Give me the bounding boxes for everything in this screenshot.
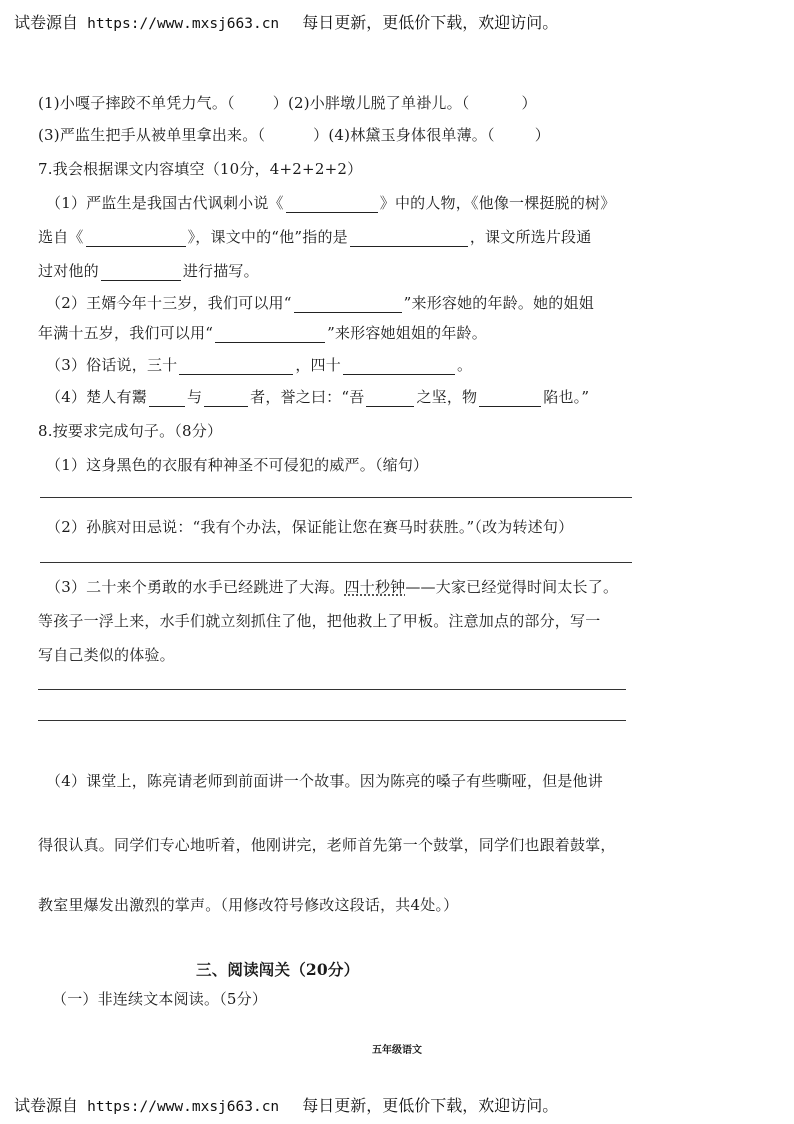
q7-text: 选自《 — [38, 228, 84, 246]
q7-text: 》中的人物，《他像一棵挺脱的树》 — [379, 194, 616, 212]
q7-blank-method[interactable] — [101, 265, 181, 281]
q7-blank-40[interactable] — [343, 359, 455, 375]
q7-text: （4）楚人有鬻 — [46, 388, 147, 406]
q7-text: 与 — [186, 388, 203, 406]
q7-blank-he[interactable] — [350, 231, 468, 247]
q6-item-1: (1)小嘎子摔跤不单凭力气。（ — [38, 94, 235, 112]
q8-sentence-3d: 写自己类似的体验。 — [38, 646, 175, 664]
q7-blank-dun[interactable] — [149, 391, 185, 407]
q7-line-5 — [38, 322, 487, 343]
q7-text: 》，课文中的“他”指的是 — [187, 228, 348, 246]
banner-slogan: 每日更新，更低价下载，欢迎访问。 — [302, 1096, 559, 1115]
q7-text: （2）王婿今年十三岁，我们可以用“ — [46, 294, 292, 312]
q6-item-2: ）(2)小胖墩儿脱了单褂儿。（ — [272, 94, 470, 112]
q6-item-3: (3)严监生把手从被单里拿出来。（ — [38, 126, 266, 144]
q7-blank-age15[interactable] — [215, 327, 325, 343]
q6-item-4: ）(4)林黛玉身体很单薄。（ — [313, 126, 495, 144]
q8-sentence-4a: （4）课堂上，陈亮请老师到前面讲一个故事。因为陈亮的嗓子有些嘶哑，但是他讲 — [46, 772, 603, 790]
page-bottom-banner — [14, 1093, 558, 1116]
q8-text: （3）二十来个勇敢的水手已经跳进了大海。 — [46, 578, 345, 596]
q7-text: ，课文所选片段通 — [469, 228, 592, 246]
header-source: 试卷源自 — [14, 13, 79, 32]
q7-line-4 — [46, 292, 594, 313]
answer-line-4[interactable] — [38, 720, 626, 721]
header-slogan: 每日更新，更低价下载，欢迎访问。 — [302, 13, 559, 32]
q8-sentence-3c: 等孩子一浮上来，水手们就立刻抓住了他，把他救上了甲板。注意加点的部分，写一 — [38, 612, 601, 630]
q7-blank-moneng[interactable] — [479, 391, 541, 407]
q6-close-1: ） — [521, 94, 537, 112]
banner-url[interactable]: https://www.mxsj663.cn — [87, 1099, 280, 1115]
q8-sentence-2: （2）孙膑对田忌说：“我有个办法，保证能让您在赛马时获胜。”（改为转述句） — [46, 518, 574, 536]
q7-title: 7.我会根据课文内容填空（10分，4+2+2+2） — [38, 160, 363, 178]
q7-text: ，四十 — [295, 356, 341, 374]
q7-text: ”来形容她姐姐的年龄。 — [327, 324, 487, 342]
q7-text: 。 — [456, 356, 473, 374]
section3-title: 三、阅读闯关（20分） — [196, 960, 360, 979]
header-url[interactable]: https://www.mxsj663.cn — [87, 16, 280, 32]
q8-sentence-4c: 教室里爆发出激烈的掌声。（用修改符号修改这段话，共4处。） — [38, 896, 459, 914]
q7-line-2 — [38, 226, 591, 247]
q8-sentence-3a — [46, 576, 618, 597]
q7-line-6 — [46, 354, 472, 375]
q7-text: 年满十五岁，我们可以用“ — [38, 324, 214, 342]
q6-row-1 — [38, 92, 537, 113]
q7-text: 过对他的 — [38, 262, 99, 280]
q7-blank-age13[interactable] — [294, 297, 402, 313]
q7-line-7 — [46, 386, 589, 407]
q7-blank-30[interactable] — [179, 359, 293, 375]
answer-line-2[interactable] — [40, 562, 632, 563]
q6-row-2 — [38, 124, 550, 145]
q7-blank-novel[interactable] — [286, 197, 378, 213]
q8-sentence-1: （1）这身黑色的衣服有种神圣不可侵犯的威严。（缩句） — [46, 456, 429, 474]
q7-blank-mao[interactable] — [204, 391, 248, 407]
q7-line-3 — [38, 260, 259, 281]
section3-subtitle: （一）非连续文本阅读。（5分） — [52, 990, 268, 1008]
q8-sentence-4b: 得很认真。同学们专心地听着，他刚讲完，老师首先第一个鼓掌，同学们也跟着鼓掌， — [38, 836, 616, 854]
q7-text: ”来形容她的年龄。她的姐姐 — [403, 294, 594, 312]
q7-text: （1）严监生是我国古代讽刺小说《 — [46, 194, 284, 212]
page-header — [14, 10, 558, 33]
q7-text: 者，誉之曰：“吾 — [250, 388, 365, 406]
q7-text: 进行描写。 — [182, 262, 259, 280]
q8-dotted-phrase: 四十秒钟 — [344, 578, 406, 596]
q7-text: （3）俗话说，三十 — [46, 356, 178, 374]
q7-text: 陷也。” — [543, 388, 590, 406]
q7-blank-dun2[interactable] — [366, 391, 414, 407]
q8-title: 8.按要求完成句子。（8分） — [38, 422, 223, 440]
q7-blank-source[interactable] — [86, 231, 186, 247]
answer-line-3[interactable] — [38, 689, 626, 690]
q6-close-2: ） — [534, 126, 550, 144]
q8-text: ——大家已经觉得时间太长了。 — [405, 578, 619, 596]
q7-line-1 — [46, 192, 615, 213]
banner-source: 试卷源自 — [14, 1096, 79, 1115]
page-footer: 五年级语文 — [372, 1045, 422, 1056]
q7-text: 之坚，物 — [416, 388, 478, 406]
answer-line-1[interactable] — [40, 497, 632, 498]
